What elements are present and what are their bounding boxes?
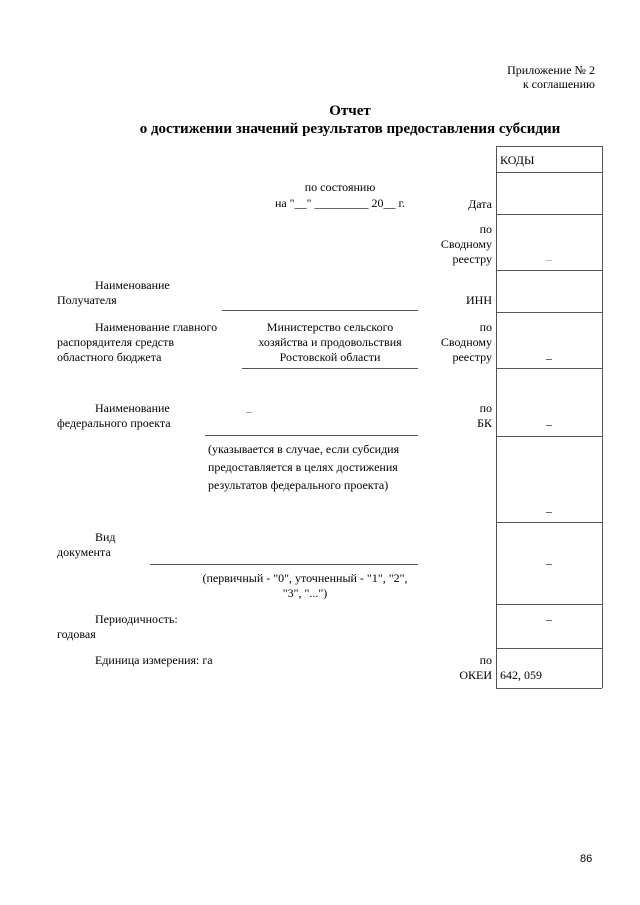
inn-label: ИНН: [466, 293, 492, 307]
period-label-1: Периодичность:: [95, 612, 178, 626]
page-number: 86: [580, 853, 593, 865]
project-note-1: (указывается в случае, если субсидия: [208, 442, 400, 456]
report-subtitle: о достижении значений результатов предоставления субсидии: [139, 121, 561, 137]
project-note-3: результатов федерального проекта): [208, 478, 389, 492]
grbs-value-1: Министерство сельского: [266, 320, 394, 334]
reestr2-value: –: [546, 351, 552, 365]
project-value: _: [246, 400, 252, 414]
doctype-note-1: (первичный - "0", уточненный - "1", "2",: [202, 571, 408, 585]
recipient-label-2: Получателя: [57, 293, 117, 307]
doctype-label-2: документа: [57, 545, 111, 559]
reestr2-label-2: Сводному: [440, 335, 492, 349]
reestr1-value: –: [546, 252, 552, 266]
reestr1-label-2: Сводному: [440, 237, 492, 251]
okei-label-2: ОКЕИ: [459, 668, 492, 682]
reestr1-label-1: по: [479, 222, 492, 236]
appendix-line-1: Приложение № 2: [507, 63, 595, 77]
doctype-value: –: [546, 556, 552, 570]
doctype-label-1: Вид: [95, 530, 116, 544]
project-note-2: предоставляется в целях достижения: [208, 460, 398, 474]
unit-label: Единица измерения: га: [95, 653, 213, 667]
doctype-note-2: "3", "..."): [282, 586, 328, 600]
grbs-underline: [242, 368, 418, 369]
date-label: Дата: [468, 197, 492, 211]
reestr1-label-3: реестру: [452, 252, 492, 266]
as-of-label: по состоянию: [304, 180, 376, 194]
grbs-value-2: хозяйства и продовольствия: [258, 335, 402, 349]
grbs-label-3: областного бюджета: [57, 350, 162, 364]
recipient-underline: [222, 310, 418, 311]
as-of-date: на "__" _________ 20__ г.: [274, 196, 406, 210]
okei-label-1: по: [479, 653, 492, 667]
grbs-label-2: распорядителя средств: [57, 335, 175, 349]
doctype-underline: [150, 564, 418, 565]
codes-header: КОДЫ: [500, 153, 535, 167]
period-value: –: [546, 612, 552, 626]
bk-label-1: по: [479, 401, 492, 415]
reestr2-label-1: по: [479, 320, 492, 334]
project-label-2: федерального проекта: [57, 416, 171, 430]
appendix-line-2: к соглашению: [522, 77, 595, 91]
project-underline: [205, 435, 418, 436]
report-title: Отчет: [329, 103, 371, 119]
bk-value: –: [546, 417, 552, 431]
project-label-1: Наименование: [95, 401, 170, 415]
reestr2-label-3: реестру: [452, 350, 492, 364]
row4-value: –: [546, 504, 552, 518]
grbs-label-1: Наименование главного: [95, 320, 218, 334]
period-label-2: годовая: [57, 627, 96, 641]
grbs-value-3: Ростовской области: [279, 350, 381, 364]
okei-value: 642, 059: [500, 668, 542, 682]
recipient-label-1: Наименование: [95, 278, 170, 292]
bk-label-2: БК: [477, 416, 492, 430]
